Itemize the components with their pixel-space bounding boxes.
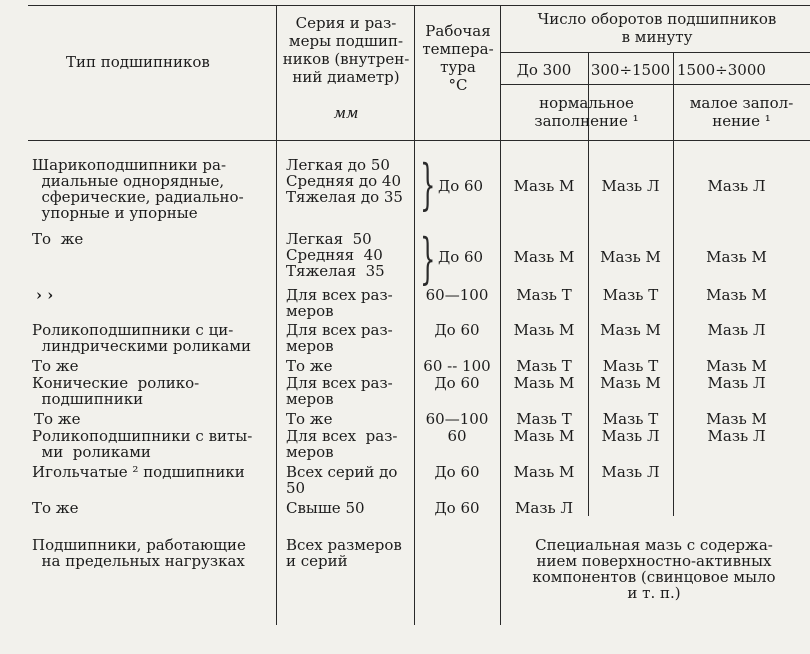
- row-0-type: Шарикоподшипники ра- диальные однорядные, сферические, радиально- упорные и упорные: [32, 156, 244, 222]
- row-0-c1: Мазь М: [513, 177, 575, 195]
- row-7-c3: Мазь Л: [707, 427, 766, 445]
- row-2-temp: 60—100: [425, 286, 489, 304]
- row-6-c1: Мазь Т: [516, 410, 572, 428]
- header-rpm-1: До 300: [516, 61, 572, 79]
- row-2-c3: Мазь М: [706, 286, 767, 304]
- row-8-c2: Мазь Л: [601, 463, 660, 481]
- row-4-type: То же: [32, 357, 79, 375]
- row-7-type: Роликоподшипники с виты- ми роликами: [32, 427, 253, 461]
- header-fill-low: малое запол- нение ¹: [689, 94, 794, 130]
- header-bearing-type: Тип подшипников: [66, 53, 210, 71]
- row-6-c3: Мазь М: [706, 410, 767, 428]
- row-8-c1: Мазь М: [513, 463, 575, 481]
- header-fill-normal: нормальное заполнение ¹: [534, 94, 639, 130]
- row-2-series: Для всех раз- меров: [286, 286, 393, 320]
- fill-header-rule: [500, 84, 810, 85]
- header-rpm-3: 1500÷3000: [677, 61, 766, 79]
- row-4-temp: 60 -- 100: [423, 357, 491, 375]
- row-1-c1: Мазь М: [513, 248, 575, 266]
- header-temperature: Рабочая темпера- тура °С: [422, 22, 494, 94]
- row-3-temp: До 60: [434, 321, 480, 339]
- table-top-rule: [28, 5, 810, 6]
- row-2-c2: Мазь Т: [602, 286, 659, 304]
- row-1-temp: До 60: [438, 248, 484, 266]
- row-3-c3: Мазь Л: [707, 321, 766, 339]
- row-9-temp: До 60: [434, 499, 480, 517]
- row-3-series: Для всех раз- меров: [286, 321, 393, 355]
- row-3-c2: Мазь М: [600, 321, 661, 339]
- row-8-type: Игольчатые ² подшипники: [32, 463, 245, 481]
- header-series-unit: мм: [333, 104, 359, 122]
- header-rpm-2: 300÷1500: [590, 61, 671, 79]
- row-10-series: Всех размеров и серий: [286, 536, 402, 570]
- row-4-c1: Мазь Т: [516, 357, 572, 375]
- row-7-series: Для всех раз- меров: [286, 427, 398, 461]
- row-10-type: Подшипники, работающие на предельных нагрузках: [32, 536, 246, 570]
- row-7-c1: Мазь М: [513, 427, 575, 445]
- header-series-sizes: Серия и раз- меры подшип- ников (внутрен- ний диаметр): [282, 14, 410, 86]
- row-1-series: Легкая 50 Средняя 40 Тяжелая 35: [286, 230, 385, 280]
- row-5-type: Конические ролико- подшипники: [32, 374, 200, 408]
- row-1-c2: Мазь М: [600, 248, 661, 266]
- row-3-c1: Мазь М: [513, 321, 575, 339]
- row-6-temp: 60—100: [425, 410, 489, 428]
- row-6-series: То же: [286, 410, 333, 428]
- row-0-brace: }: [420, 153, 436, 216]
- row-0-temp: До 60: [438, 177, 484, 195]
- row-5-series: Для всех раз- меров: [286, 374, 393, 408]
- rpm-header-rule: [500, 52, 810, 53]
- header-bottom-rule: [28, 140, 810, 141]
- row-0-c3: Мазь Л: [707, 177, 766, 195]
- header-rpm-group: Число оборотов подшипников в минуту: [537, 10, 777, 46]
- row-7-c2: Мазь Л: [601, 427, 660, 445]
- row-9-c1: Мазь Л: [515, 499, 573, 517]
- row-1-type: То же: [32, 230, 84, 248]
- row-4-c3: Мазь М: [706, 357, 767, 375]
- row-5-c3: Мазь Л: [707, 374, 766, 392]
- row-7-temp: 60: [447, 427, 467, 445]
- row-9-series: Свыше 50: [286, 499, 365, 517]
- row-5-c1: Мазь М: [513, 374, 575, 392]
- row-9-type: То же: [32, 499, 79, 517]
- row-2-c1: Мазь Т: [516, 286, 572, 304]
- row-5-c2: Мазь М: [600, 374, 661, 392]
- row-5-temp: До 60: [434, 374, 480, 392]
- row-2-type: › ›: [36, 286, 54, 304]
- row-0-series: Легкая до 50 Средняя до 40 Тяжелая до 35: [286, 156, 403, 206]
- row-6-type: То же: [34, 410, 81, 428]
- special-note: Специальная мазь с содержа- нием поверхностно-активных компонентов (свинцовое мыло и т. п.): [532, 536, 776, 602]
- row-8-series: Всех серий до 50: [286, 463, 398, 497]
- row-1-brace: }: [420, 227, 436, 290]
- column-divider-1: [276, 5, 277, 625]
- row-1-c3: Мазь М: [706, 248, 767, 266]
- row-6-c2: Мазь Т: [602, 410, 659, 428]
- row-4-series: То же: [286, 357, 333, 375]
- row-8-temp: До 60: [434, 463, 480, 481]
- row-0-c2: Мазь Л: [601, 177, 660, 195]
- column-divider-2: [414, 5, 415, 625]
- row-4-c2: Мазь Т: [602, 357, 659, 375]
- row-3-type: Роликоподшипники с ци- линдрическими роликами: [32, 321, 252, 355]
